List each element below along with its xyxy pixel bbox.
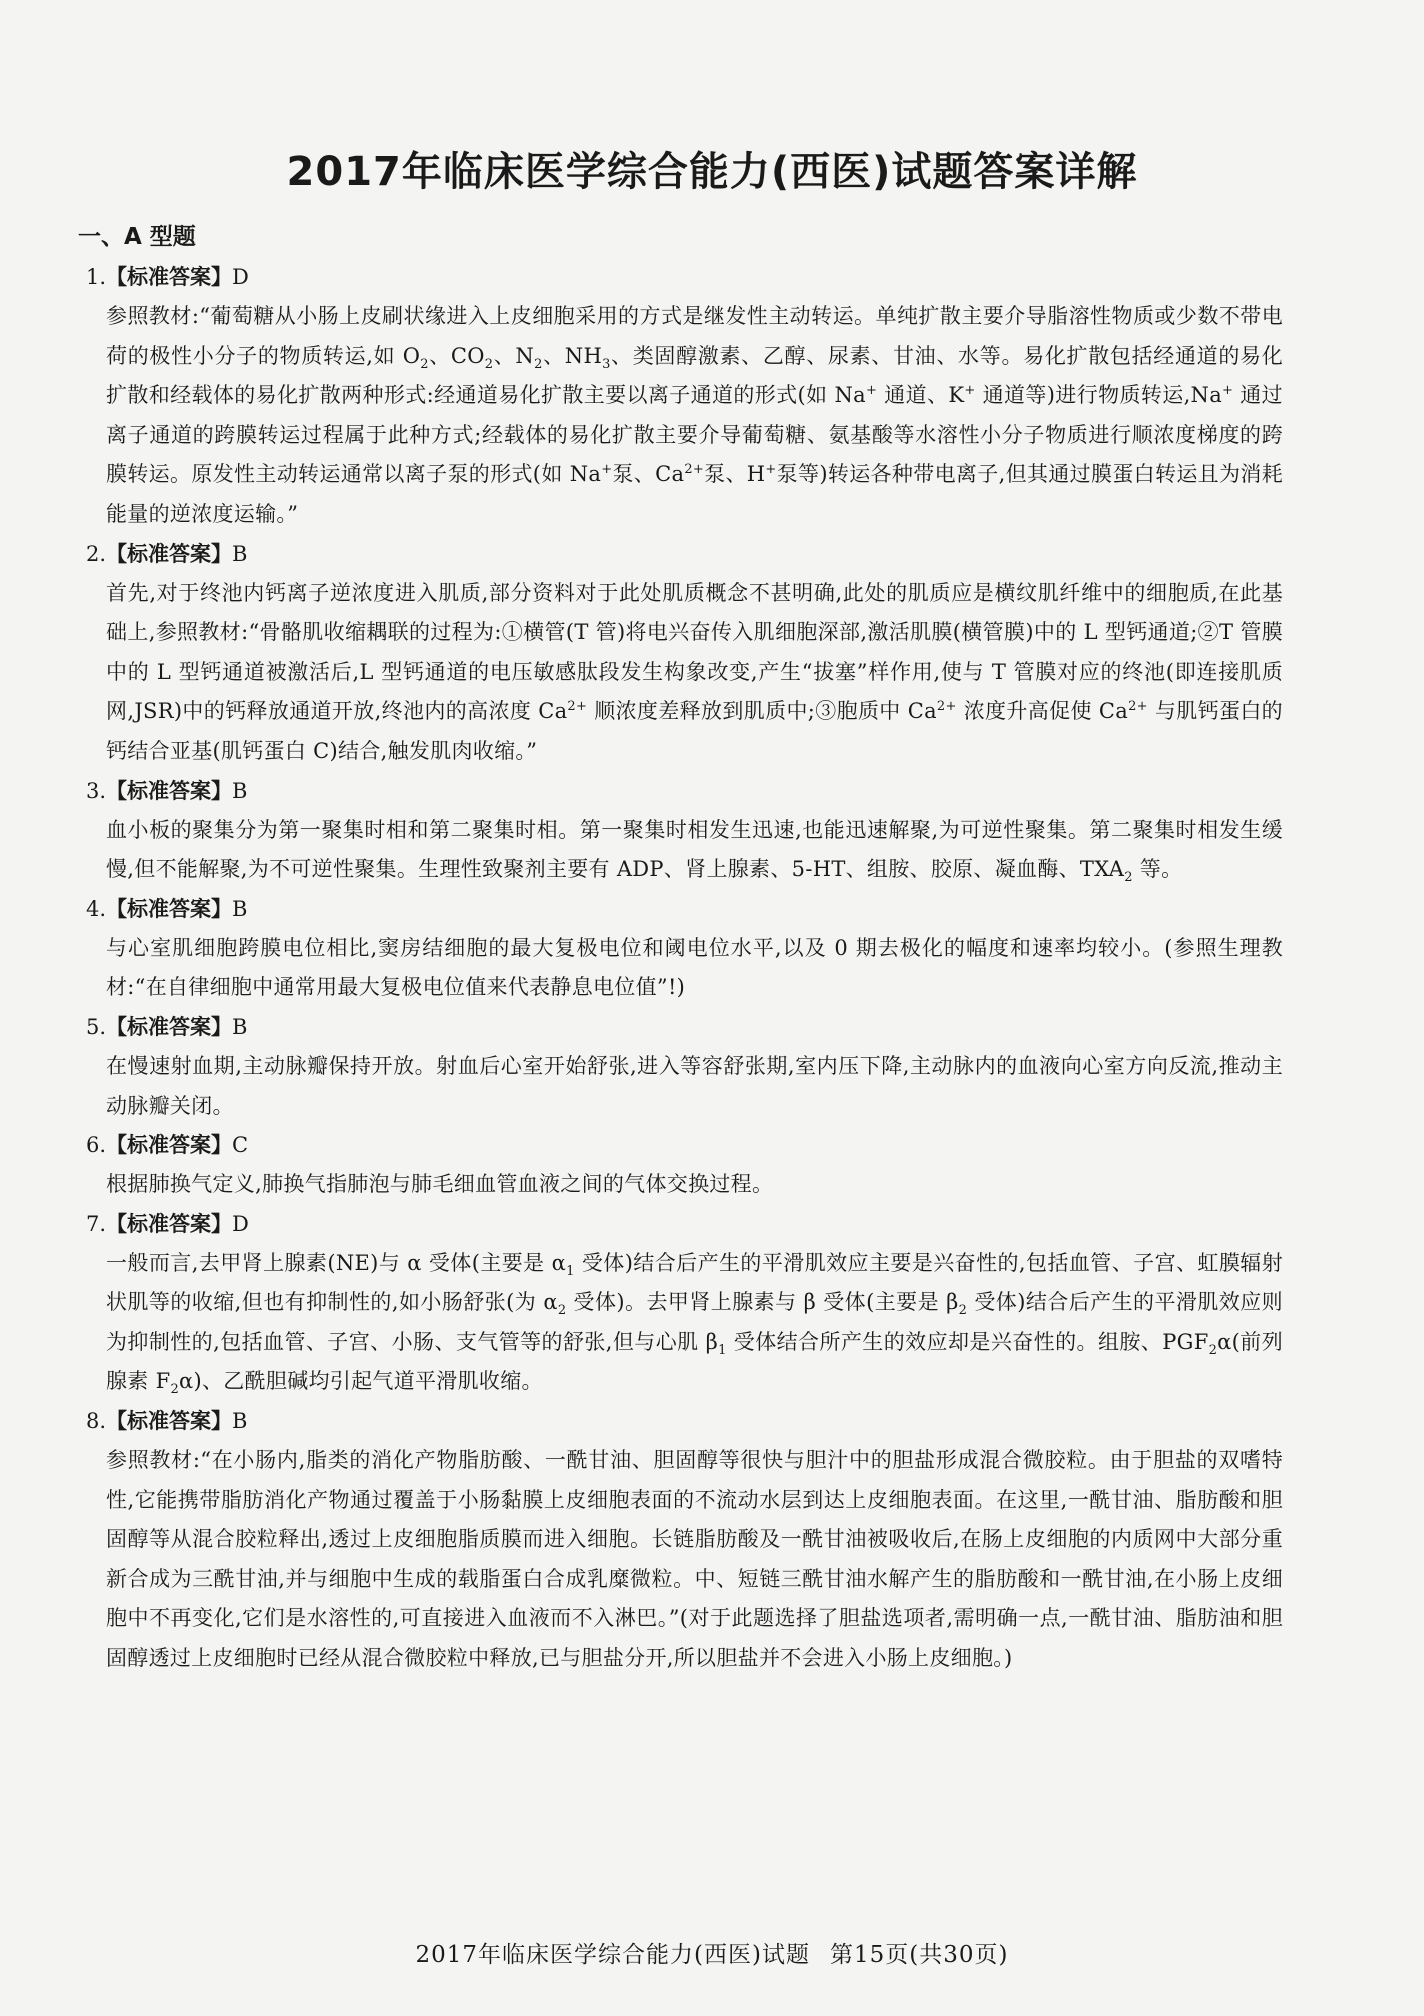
text-run: 一般而言,去甲肾上腺素(NE)与 α 受体(主要是 α	[106, 1250, 567, 1275]
answer-explanation	[106, 1047, 1283, 1126]
answer-letter: B	[232, 778, 248, 803]
answer-explanation	[106, 574, 1283, 772]
text-run: 、CO	[428, 343, 485, 368]
superscript: +	[865, 383, 878, 399]
answer-explanation	[106, 1165, 1283, 1205]
subscript: 2	[1124, 870, 1133, 886]
subscript: 2	[1208, 1343, 1218, 1359]
text-run: 在慢速射血期,主动脉瓣保持开放。射血后心室开始舒张,进入等容舒张期,室内压下降,主动脉内的血液向心室方向反流,推动主动脉瓣关闭。	[106, 1053, 1283, 1118]
text-run: 等。	[1132, 857, 1183, 882]
answer-letter: D	[232, 265, 249, 289]
question-number: 5.	[85, 1014, 106, 1039]
answer-line	[68, 772, 1283, 811]
text-run: 通过离子通道的跨膜转运过程属于此种方式;经载体的易化扩散主要介导葡萄糖、氨基酸等水溶性小分子物质进行顺浓度梯度的跨膜转运。原发性主动转运通常以离子泵的形式(如 Na	[106, 383, 1283, 487]
answer-line	[68, 890, 1283, 929]
superscript: +	[765, 462, 777, 478]
text-run: 、N	[493, 343, 535, 368]
text-run: 首先,对于终池内钙离子逆浓度进入肌质,部分资料对于此处肌质概念不甚明确,此处的肌质应是横纹肌纤维中的细胞质,在此基础上,参照教材:“骨骼肌收缩耦联的过程为:①横管(T 管)将电兴奋传入肌细胞深部,激活肌膜(横管膜)中的 L 型钙通道;②T 管膜中的 L 型钙通道被激活后,L 型钙通道的电压敏感肽段发生构象改变,产生“拔塞”样作用,使与 T 管膜对应的终池(即连接肌质网,JSR)中的钙释放通道开放,终池内的高浓度 Ca	[106, 580, 1283, 724]
text-run: 与心室肌细胞跨膜电位相比,窦房结细胞的最大复极电位和阈电位水平,以及 0 期去极化的幅度和速率均较小。(参照生理教材:“在自律细胞中通常用最大复极电位值来代表静息电位值”!)	[106, 935, 1283, 1000]
subscript: 2	[958, 1303, 968, 1319]
text-run: 通道等)进行物质转运,Na	[975, 383, 1223, 408]
text-run: 泵等)转运各种带电离子,但其通过膜蛋白转运且为消耗能量的逆浓度运输。”	[106, 462, 1283, 526]
superscript: +	[964, 383, 976, 399]
page-title: 2017年临床医学综合能力(西医)试题答案详解	[286, 149, 1138, 195]
question-number: 2.	[85, 541, 106, 566]
text-run: 受体结合所产生的效应却是兴奋性的。组胺、PGF	[726, 1329, 1209, 1354]
text-run: 顺浓度差释放到肌质中;③胞质中 Ca	[587, 699, 937, 724]
superscript: 2+	[684, 462, 705, 478]
subscript: 3	[602, 356, 611, 372]
answer-label: 【标准答案】	[106, 1133, 232, 1158]
answer-letter: B	[232, 1014, 248, 1039]
superscript: 2+	[936, 699, 957, 715]
footer-page-number: 第15页(共30页)	[830, 1942, 1009, 1968]
answer-label: 【标准答案】	[106, 1211, 232, 1236]
answer-letter: C	[232, 1133, 249, 1158]
answer-letter: B	[232, 1409, 248, 1434]
text-run: 、NH	[542, 343, 603, 368]
answer-line	[68, 1008, 1283, 1047]
answer-label: 【标准答案】	[106, 896, 232, 921]
answer-explanation	[106, 811, 1283, 890]
answer-label: 【标准答案】	[106, 265, 232, 289]
answer-line	[68, 535, 1283, 574]
superscript: 2+	[567, 699, 588, 715]
subscript: 2	[484, 356, 494, 372]
answer-letter: D	[232, 1211, 249, 1236]
answer-item	[68, 1126, 1283, 1205]
text-run: 、类固醇激素、乙醇、尿素、甘油、水等。易化扩散包括经通道的易化扩散和经载体的易化扩散两种形式:经通道易化扩散主要以离子通道的形式(如 Na	[106, 343, 1284, 408]
superscript: +	[601, 462, 613, 478]
question-number: 1.	[85, 265, 106, 289]
text-run: 血小板的聚集分为第一聚集时相和第二聚集时相。第一聚集时相发生迅速,也能迅速解聚,为可逆性聚集。第二聚集时相发生缓慢,但不能解聚,为不可逆性聚集。生理性致聚剂主要有 ADP、肾上腺素、5-HT、组胺、胶原、凝血酶、TXA	[106, 817, 1283, 882]
text-run: 参照教材:“葡萄糖从小肠上皮刷状缘进入上皮细胞采用的方式是继发性主动转运。单纯扩散主要介导脂溶性物质或少数不带电荷的极性小分子的物质转运,如 O	[106, 304, 1283, 368]
superscript: 2+	[1128, 699, 1148, 715]
text-run: α)、乙酰胆碱均引起气道平滑肌收缩。	[179, 1369, 543, 1394]
answer-label: 【标准答案】	[106, 778, 232, 803]
footer-exam-name: 2017年临床医学综合能力(西医)试题	[415, 1942, 810, 1968]
subscript: 2	[557, 1303, 567, 1319]
answer-label: 【标准答案】	[106, 1014, 232, 1039]
superscript: +	[1222, 383, 1234, 399]
section-heading: 一、A 型题	[78, 224, 196, 250]
answer-item	[68, 1205, 1283, 1402]
question-number: 6.	[85, 1133, 106, 1158]
answer-explanation	[106, 1244, 1283, 1402]
text-run: 受体)结合后产生的平滑肌效应则为抑制性的,包括血管、子宫、小肠、支气管等的舒张,但与心肌 β	[106, 1290, 1283, 1354]
text-run: 通道、K	[877, 383, 965, 408]
subscript: 2	[534, 356, 543, 372]
answer-explanation	[106, 929, 1283, 1008]
text-run: 根据肺换气定义,肺换气指肺泡与肺毛细血管血液之间的气体交换过程。	[106, 1172, 774, 1197]
answer-explanation	[106, 297, 1283, 535]
text-run: 泵、H	[704, 462, 766, 487]
answer-line	[68, 1402, 1283, 1441]
answer-label: 【标准答案】	[106, 541, 232, 566]
page-footer	[0, 1936, 1424, 1969]
text-run: 受体)。去甲肾上腺素与 β 受体(主要是 β	[566, 1290, 959, 1315]
question-number: 7.	[85, 1211, 106, 1236]
subscript: 1	[718, 1343, 727, 1359]
answer-explanation	[106, 1441, 1283, 1679]
answer-item	[68, 258, 1283, 535]
text-run: 受体)结合后产生的平滑肌效应主要是兴奋性的,包括血管、子宫、虹膜辐射状肌等的收缩,但也有抑制性的,如小肠舒张(为 α	[106, 1250, 1283, 1315]
question-number: 4.	[85, 896, 106, 921]
subscript: 1	[566, 1263, 575, 1279]
answer-label: 【标准答案】	[106, 1409, 232, 1434]
text-run: α(前列腺素 F	[106, 1329, 1283, 1394]
subscript: 2	[420, 356, 429, 372]
text-run: 浓度升高促使 Ca	[956, 699, 1129, 724]
answer-item	[68, 890, 1283, 1008]
answer-item	[68, 772, 1283, 890]
question-number: 8.	[85, 1409, 106, 1434]
answer-item	[68, 535, 1283, 772]
answer-item	[68, 1008, 1283, 1126]
answer-letter: B	[232, 541, 248, 566]
text-run: 参照教材:“在小肠内,脂类的消化产物脂肪酸、一酰甘油、胆固醇等很快与胆汁中的胆盐形成混合微胶粒。由于胆盐的双嗜特性,它能携带脂肪消化产物通过覆盖于小肠黏膜上皮细胞表面的不流动水层到达上皮细胞表面。在这里,一酰甘油、脂肪酸和胆固醇等从混合胶粒释出,透过上皮细胞脂质膜而进入细胞。长链脂肪酸及一酰甘油被吸收后,在肠上皮细胞的内质网中大部分重新合成为三酰甘油,并与细胞中生成的载脂蛋白合成乳糜微粒。中、短链三酰甘油水解产生的脂肪酸和一酰甘油,在小肠上皮细胞中不再变化,它们是水溶性的,可直接进入血液而不入淋巴。”(对于此题选择了胆盐选项者,需明确一点,一酰甘油、脂肪油和胆固醇透过上皮细胞时已经从混合微胶粒中释放,已与胆盐分开,所以胆盐并不会进入小肠上皮细胞。)	[106, 1448, 1283, 1671]
answer-line	[68, 1126, 1283, 1165]
answer-item	[68, 1402, 1283, 1679]
text-run: 泵、Ca	[612, 462, 685, 487]
answer-list	[68, 258, 1283, 1679]
answer-line	[68, 1205, 1283, 1244]
answer-letter: B	[232, 896, 248, 921]
subscript: 2	[170, 1382, 180, 1398]
question-number: 3.	[85, 778, 106, 803]
answer-line	[68, 258, 1283, 297]
text-run: 与肌钙蛋白的钙结合亚基(肌钙蛋白 C)结合,触发肌肉收缩。”	[106, 699, 1283, 763]
